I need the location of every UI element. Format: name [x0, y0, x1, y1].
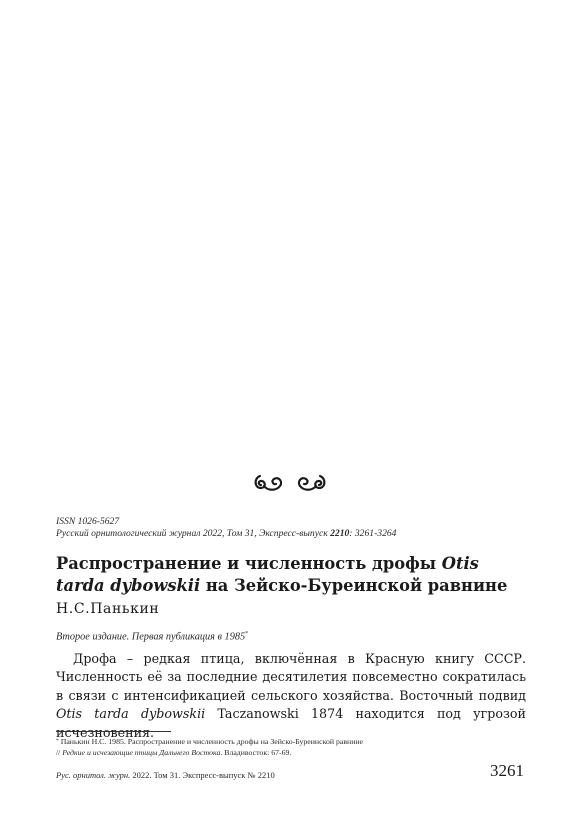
ornament: [0, 470, 580, 501]
body-text-2: Taczanowski 1874 находится под угрозой исчезновения.: [56, 706, 526, 740]
footnote-marker: *: [245, 631, 249, 637]
footnote-line-2: [56, 747, 526, 758]
running-footer-journal: Рус. орнитол. журн.: [56, 770, 131, 780]
body-species: Otis tarda dybowskii: [56, 706, 206, 722]
fleuron-pair-icon: [250, 470, 330, 496]
article-title: [56, 553, 526, 597]
page-range: : 3261-3264: [349, 528, 397, 539]
footnote-citation: Панькин Н.С. 1985. Распространение и численность дрофы на Зейско-Буреинской равнине: [60, 737, 363, 746]
footnote-mark: *: [56, 738, 59, 744]
publication-meta: [56, 516, 526, 540]
running-footer: [56, 770, 275, 781]
journal-name: Русский орнитологический журнал 2022, Том 31, Экспресс-выпуск: [56, 528, 331, 539]
body-paragraph: [56, 650, 526, 742]
edition-note: [56, 628, 248, 643]
footnote-publisher: . Владивосток: 67-69.: [220, 748, 292, 757]
footnote-book-title: Редкие и исчезающие птицы Дальнего Востока: [62, 748, 221, 757]
issn: ISSN 1026-5627: [56, 516, 120, 527]
page-number: 3261: [490, 761, 524, 780]
journal-citation: [56, 528, 526, 540]
title-part-1: Распространение и численность дрофы: [56, 554, 442, 573]
body-text-1: Дрофа – редкая птица, включённая в Красную книгу СССР. Численность её за последние десятилетия повсеместно сократилась в связи с интенсификацией сельского хозяйства. Восточный подвид: [56, 651, 526, 703]
author: Н.С.Панькин: [56, 601, 160, 617]
footnote-divider: [56, 731, 171, 732]
edition-text: Второе издание. Первая публикация в 1985: [56, 631, 246, 643]
title-part-2: на Зейско-Буреинской равнине: [200, 576, 508, 595]
footnote: [56, 736, 526, 758]
footnote-slashes: //: [56, 748, 61, 757]
footnote-line-1: [56, 736, 526, 747]
running-footer-issue: 2022. Том 31. Экспресс-выпуск № 2210: [130, 770, 275, 780]
title-species: Otis tarda dybowskii: [56, 554, 479, 595]
issue-number: 2210: [330, 528, 350, 539]
